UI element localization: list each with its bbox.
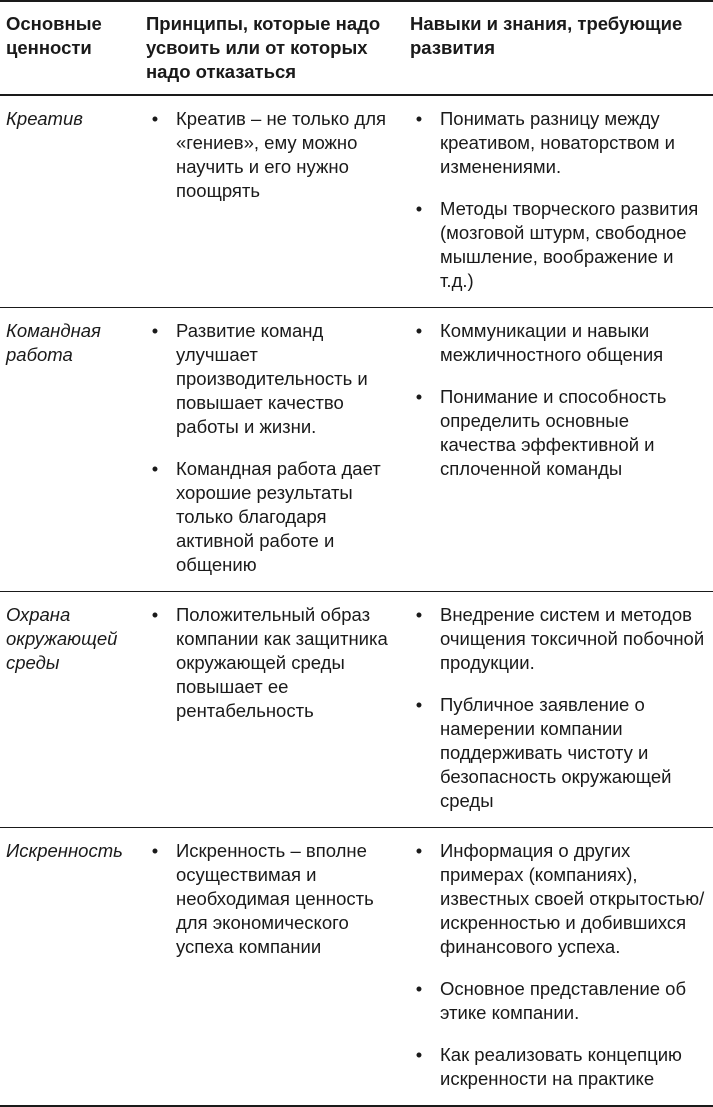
bullet-icon: •	[415, 694, 423, 715]
skills-cell	[404, 95, 713, 308]
bullet-icon: •	[415, 604, 423, 625]
bullet-icon: •	[151, 458, 159, 479]
table-row	[0, 828, 713, 1107]
skill-text: Публичное заявление о намерении компании поддерживать чистоту и безопасность окружающей среды	[440, 694, 672, 811]
principle-list	[146, 319, 398, 577]
skill-item	[410, 839, 707, 959]
skill-text: Понимать разницу между креативом, новаторством и изменениями.	[440, 108, 675, 177]
bullet-icon: •	[151, 840, 159, 861]
skill-text: Основное представление об этике компании.	[440, 978, 687, 1023]
skill-list	[410, 839, 707, 1091]
bullet-icon: •	[151, 604, 159, 625]
table-body	[0, 95, 713, 1106]
skill-item	[410, 385, 707, 481]
principle-list	[146, 603, 398, 723]
principle-text: Положительный образ компании как защитника окружающей среды повышает ее рентабельность	[176, 604, 388, 721]
skill-list	[410, 603, 707, 813]
bullet-icon: •	[415, 840, 423, 861]
principle-text: Командная работа дает хорошие результаты только благодаря активной работе и общению	[176, 458, 381, 575]
header-principles: Принципы, которые надо усвоить или от которых надо отказаться	[140, 1, 404, 95]
skill-list	[410, 319, 707, 481]
principle-list	[146, 839, 398, 959]
bullet-icon: •	[415, 108, 423, 129]
skill-list	[410, 107, 707, 293]
header-values: Основные ценности	[0, 1, 140, 95]
bullet-icon: •	[151, 108, 159, 129]
principle-item	[146, 457, 398, 577]
bullet-icon: •	[415, 320, 423, 341]
core-value-cell: Креатив	[0, 95, 140, 308]
principle-item	[146, 107, 398, 203]
principles-cell	[140, 95, 404, 308]
bullet-icon: •	[415, 1044, 423, 1065]
core-value-cell: Искренность	[0, 828, 140, 1107]
bullet-icon: •	[415, 386, 423, 407]
principle-text: Креатив – не только для «гениев», ему можно научить и его нужно поощрять	[176, 108, 387, 201]
skill-text: Коммуникации и навыки межличностного общения	[440, 320, 664, 365]
skill-item	[410, 319, 707, 367]
table-row	[0, 592, 713, 828]
core-value-cell: Охрана окружающей среды	[0, 592, 140, 828]
skill-item	[410, 977, 707, 1025]
table-row	[0, 95, 713, 308]
skill-text: Как реализовать концепцию искренности на практике	[440, 1044, 682, 1089]
skill-text: Методы творческого развития (мозговой штурм, свободное мышление, воображение и т.д.)	[440, 198, 699, 291]
skill-item	[410, 603, 707, 675]
bullet-icon: •	[415, 978, 423, 999]
principles-cell	[140, 308, 404, 592]
principle-item	[146, 319, 398, 439]
skill-text: Понимание и способность определить основные качества эффективной и сплоченной команды	[440, 386, 667, 479]
skill-item	[410, 693, 707, 813]
principles-cell	[140, 592, 404, 828]
bullet-icon: •	[151, 320, 159, 341]
core-value-cell: Командная работа	[0, 308, 140, 592]
principle-item	[146, 603, 398, 723]
skills-cell	[404, 828, 713, 1107]
principle-text: Развитие команд улучшает производительность и повышает качество работы и жизни.	[176, 320, 368, 437]
principles-cell	[140, 828, 404, 1107]
principle-item	[146, 839, 398, 959]
bullet-icon: •	[415, 198, 423, 219]
skill-item	[410, 197, 707, 293]
header-skills: Навыки и знания, требующие развития	[404, 1, 713, 95]
skill-item	[410, 1043, 707, 1091]
skill-text: Внедрение систем и методов очищения токсичной побочной продукции.	[440, 604, 705, 673]
skills-cell	[404, 308, 713, 592]
skills-cell	[404, 592, 713, 828]
table-row	[0, 308, 713, 592]
table-header-row	[0, 1, 713, 95]
skill-text: Информация о других примерах (компаниях), известных своей открытостью/искренностью и добившихся финансового успеха.	[440, 840, 705, 957]
skill-item	[410, 107, 707, 179]
principle-text: Искренность – вполне осуществимая и необходимая ценность для экономического успеха компании	[176, 840, 374, 957]
principle-list	[146, 107, 398, 203]
